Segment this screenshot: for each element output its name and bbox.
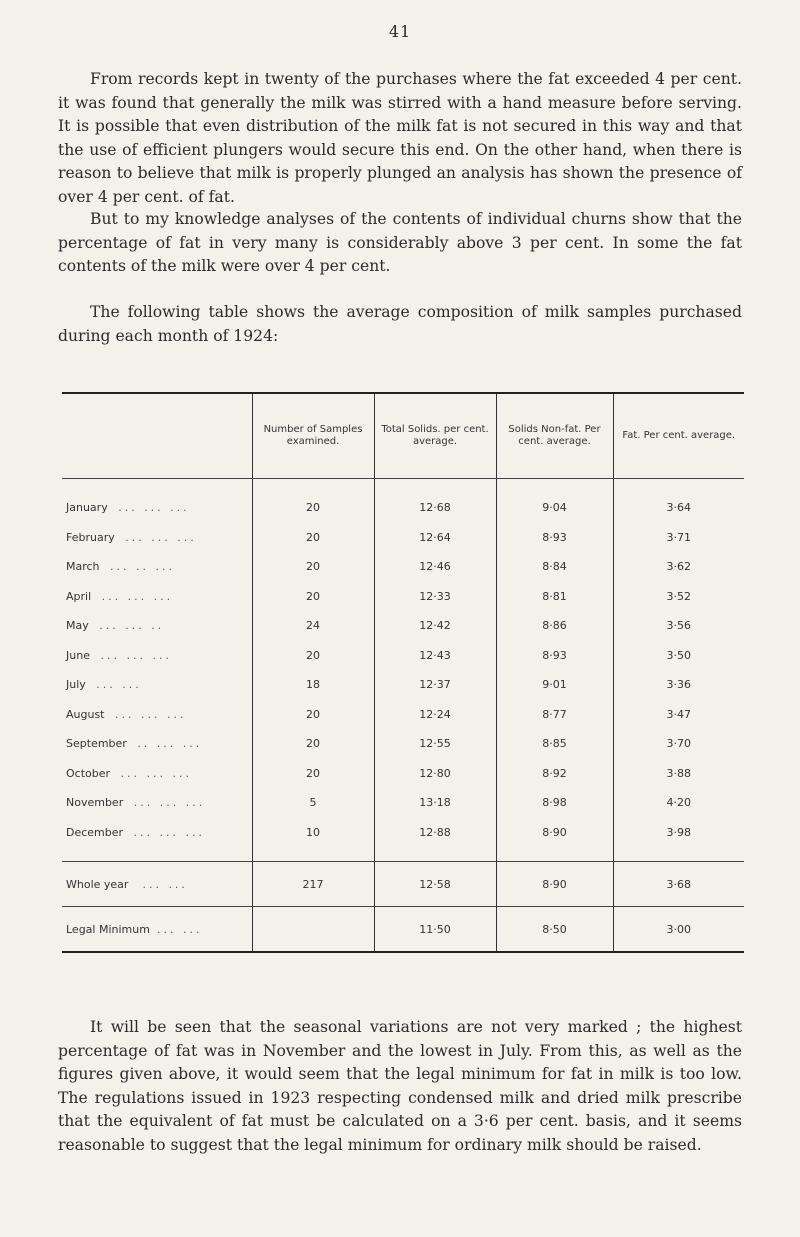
table-row — [62, 729, 744, 759]
row-label: June ... ... ... — [66, 648, 172, 662]
cell-samples: 20 — [252, 700, 374, 730]
cell-samples: 20 — [252, 552, 374, 582]
paragraph-fat-records: From records kept in twenty of the purchases where the fat exceeded 4 per cent. it was found that generally the milk was stirred with a hand measure before serving. It is possible that even distribution of the milk fat is not secured in this way and that the use of efficient plungers would secure this end. On the other hand, when there is reason to believe that milk is properly plunged an analysis has shown the presence of over 4 per cent. of fat. — [58, 70, 742, 206]
cell-solids-non-fat: 8·90 — [496, 862, 613, 907]
table-row — [62, 611, 744, 641]
row-label: February ... ... ... — [66, 530, 197, 544]
row-label: May ... ... .. — [66, 619, 165, 633]
cell-total-solids: 12·33 — [374, 582, 496, 612]
cell-total-solids: 12·88 — [374, 818, 496, 848]
cell-fat: 4·20 — [613, 788, 744, 818]
row-label: July ... ... — [66, 678, 142, 692]
cell-solids-non-fat: 8·93 — [496, 523, 613, 553]
header-solids-non-fat: Solids Non-fat. Per cent. average. — [496, 393, 613, 479]
cell-total-solids: 12·46 — [374, 552, 496, 582]
row-label: September .. ... ... — [66, 737, 203, 751]
milk-composition-table — [62, 392, 744, 953]
header-total-solids: Total Solids. per cent. average. — [374, 393, 496, 479]
table-row — [62, 788, 744, 818]
cell-fat: 3·70 — [613, 729, 744, 759]
cell-fat: 3·88 — [613, 759, 744, 789]
header-fat: Fat. Per cent. average. — [613, 393, 744, 479]
cell-total-solids: 13·18 — [374, 788, 496, 818]
cell-total-solids: 12·64 — [374, 523, 496, 553]
cell-total-solids: 11·50 — [374, 907, 496, 953]
cell-fat: 3·56 — [613, 611, 744, 641]
table-header-row — [62, 393, 744, 479]
paragraph-conclusion: It will be seen that the seasonal variations are not very marked ; the highest percentage of fat was in November and the lowest in July. From this, as well as the figures given above, it would seem that the legal minimum for fat in milk is too low. The regulations issued in 1923 respecting condensed milk and dried milk prescribe that the equivalent of fat must be calculated on a 3·6 per cent. basis, and it seems reasonable to suggest that the legal minimum for ordinary milk should be raised. — [58, 1018, 742, 1154]
cell-samples: 217 — [252, 862, 374, 907]
row-label: Legal Minimum ... ... — [62, 907, 252, 953]
row-label: March ... .. ... — [66, 560, 176, 574]
table-row — [62, 552, 744, 582]
table-row — [62, 582, 744, 612]
row-label: October ... ... ... — [66, 766, 192, 780]
cell-total-solids: 12·80 — [374, 759, 496, 789]
cell-solids-non-fat: 8·92 — [496, 759, 613, 789]
cell-samples — [252, 907, 374, 953]
cell-solids-non-fat: 8·77 — [496, 700, 613, 730]
cell-total-solids: 12·58 — [374, 862, 496, 907]
cell-solids-non-fat: 9·01 — [496, 670, 613, 700]
cell-total-solids: 12·24 — [374, 700, 496, 730]
cell-total-solids: 12·42 — [374, 611, 496, 641]
cell-solids-non-fat: 8·90 — [496, 818, 613, 848]
cell-fat: 3·98 — [613, 818, 744, 848]
header-samples: Number of Samples examined. — [252, 393, 374, 479]
cell-samples: 10 — [252, 818, 374, 848]
table-row — [62, 493, 744, 523]
cell-fat: 3·71 — [613, 523, 744, 553]
cell-solids-non-fat: 9·04 — [496, 493, 613, 523]
cell-samples: 20 — [252, 729, 374, 759]
cell-samples: 18 — [252, 670, 374, 700]
row-label: Whole year ... ... — [62, 862, 252, 907]
cell-samples: 20 — [252, 641, 374, 671]
cell-fat: 3·64 — [613, 493, 744, 523]
cell-solids-non-fat: 8·84 — [496, 552, 613, 582]
cell-solids-non-fat: 8·98 — [496, 788, 613, 818]
row-label: December ... ... ... — [66, 825, 206, 839]
cell-samples: 5 — [252, 788, 374, 818]
cell-solids-non-fat: 8·93 — [496, 641, 613, 671]
cell-total-solids: 12·43 — [374, 641, 496, 671]
cell-fat: 3·62 — [613, 552, 744, 582]
table-row — [62, 670, 744, 700]
cell-samples: 20 — [252, 582, 374, 612]
cell-samples: 24 — [252, 611, 374, 641]
table-row — [62, 523, 744, 553]
cell-fat: 3·47 — [613, 700, 744, 730]
cell-solids-non-fat: 8·81 — [496, 582, 613, 612]
cell-fat: 3·36 — [613, 670, 744, 700]
cell-fat: 3·00 — [613, 907, 744, 953]
table-row — [62, 759, 744, 789]
header-month — [62, 393, 252, 479]
row-label: January ... ... ... — [66, 501, 190, 515]
cell-solids-non-fat: 8·50 — [496, 907, 613, 953]
cell-solids-non-fat: 8·85 — [496, 729, 613, 759]
table-row-legal-minimum — [62, 907, 744, 953]
cell-samples: 20 — [252, 759, 374, 789]
row-label: April ... ... ... — [66, 589, 174, 603]
paragraph-table-intro: The following table shows the average composition of milk samples purchased during each month of 1924: — [58, 303, 742, 345]
table-row — [62, 641, 744, 671]
table-row — [62, 818, 744, 848]
cell-fat: 3·50 — [613, 641, 744, 671]
cell-samples: 20 — [252, 523, 374, 553]
cell-solids-non-fat: 8·86 — [496, 611, 613, 641]
table-row-whole-year — [62, 862, 744, 907]
row-label: August ... ... ... — [66, 707, 187, 721]
cell-samples: 20 — [252, 493, 374, 523]
cell-total-solids: 12·37 — [374, 670, 496, 700]
cell-fat: 3·68 — [613, 862, 744, 907]
page-number: 41 — [388, 22, 412, 41]
row-label: November ... ... ... — [66, 796, 206, 810]
cell-total-solids: 12·55 — [374, 729, 496, 759]
cell-total-solids: 12·68 — [374, 493, 496, 523]
table-row — [62, 700, 744, 730]
cell-fat: 3·52 — [613, 582, 744, 612]
paragraph-churn-analyses: But to my knowledge analyses of the contents of individual churns show that the percentage of fat in very many is considerably above 3 per cent. In some the fat contents of the milk were over 4 per cent. — [58, 210, 742, 275]
